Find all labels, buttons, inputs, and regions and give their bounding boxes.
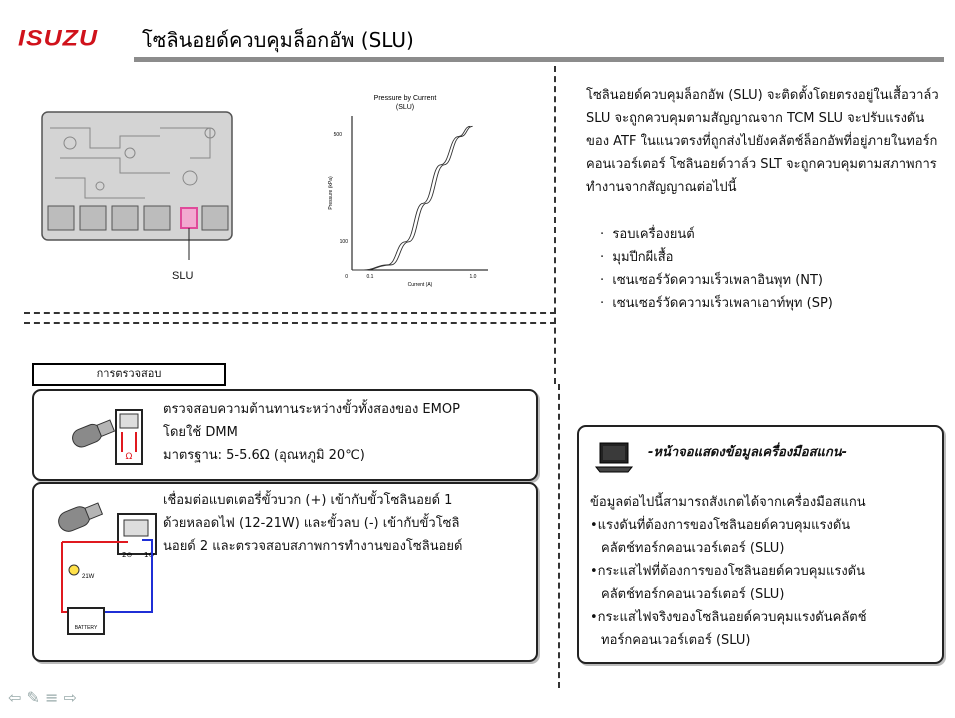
list-item: · รอบเครื่องยนต์: [600, 227, 695, 242]
battery-test-diagram: [52, 492, 164, 640]
scanner-intro: ข้อมูลต่อไปนี้สามารถสังเกตได้จากเครื่องมือสแกน: [590, 495, 866, 510]
step1-line3: มาตรฐาน: 5-5.6Ω (อุณหภูมิ 20℃): [163, 448, 365, 463]
isuzu-logo: ISUZU: [18, 25, 98, 51]
menu-icon[interactable]: ≡: [45, 688, 59, 707]
ytick-500: 500: [333, 132, 342, 138]
xtick-0-1: 0.1: [366, 274, 374, 280]
step2-line3: นอยด์ 2 และตรวจสอบสภาพการทำงานของโซลินอยด์: [163, 539, 463, 554]
ytick-100: 100: [339, 239, 348, 245]
slu-highlight: [181, 208, 197, 228]
inspection-label: การตรวจสอบ: [32, 363, 226, 386]
valve-body-illustration: [40, 108, 240, 288]
slu-label: SLU: [172, 270, 194, 282]
terminal-1-label: 1⊕: [144, 551, 155, 559]
scanner-item-2-line2: คลัตช์ทอร์กคอนเวอร์เตอร์ (SLU): [601, 587, 785, 602]
next-arrow-icon[interactable]: ⇨: [63, 688, 77, 707]
title-rule: [134, 57, 944, 62]
svg-text:Ω: Ω: [125, 452, 133, 462]
bulb-label: 21W: [82, 574, 95, 580]
scanner-title: -หน้าจอแสดงข้อมูลเครื่องมือสแกน-: [648, 445, 848, 460]
xtick-1-0: 1.0: [469, 274, 477, 280]
vertical-divider-bottom: [558, 384, 560, 688]
pen-icon[interactable]: ✎: [26, 688, 40, 707]
terminal-2-label: 2⊖: [122, 551, 133, 559]
series-line-1: [352, 126, 470, 270]
step2-line2: ด้วยหลอดไฟ (12-21W) และขั้วลบ (-) เข้ากับขั้วโซลิ: [163, 516, 460, 531]
chart-title-line2: (SLU): [395, 104, 415, 111]
list-item: · มุมปีกผีเสื้อ: [600, 250, 674, 265]
step2-line1: เชื่อมต่อแบตเตอรี่ขั้วบวก (+) เข้ากับขั้วโซลินอยด์ 1: [163, 493, 453, 508]
solenoid-dmm-icon: [64, 404, 160, 468]
scanner-item-3-line1: •กระแสไฟจริงของโซลินอยด์ควบคุมแรงดันคลัตช์: [590, 610, 867, 625]
x-axis-label: Current (A): [407, 282, 433, 288]
battery-label: BATTERY: [74, 625, 98, 631]
slide-nav: [8, 688, 77, 707]
scanner-item-2-line1: •กระแสไฟที่ต้องการของโซลินอยด์ควบคุมแรงดัน: [590, 564, 865, 579]
laptop-icon: [594, 441, 634, 475]
pressure-by-current-chart: [320, 88, 490, 298]
vertical-divider-top: [554, 66, 556, 384]
scanner-item-1-line1: •แรงดันที่ต้องการของโซลินอยด์ควบคุมแรงดัน: [590, 518, 851, 533]
chart-title-line1: Pressure by Current: [373, 95, 437, 102]
step1-line1: ตรวจสอบความต้านทานระหว่างขั้วทั้งสองของ EMOP: [163, 402, 460, 417]
horizontal-divider-2: [24, 322, 556, 324]
list-item: · เซนเซอร์วัดความเร็วเพลาเอาท์พุท (SP): [600, 296, 833, 311]
y-axis-label: Pressure (kPa): [328, 176, 334, 210]
series-line-2: [352, 126, 473, 270]
description-paragraph: โซลินอยด์ควบคุมล็อกอัพ (SLU) จะติดตั้งโดยตรงอยู่ในเสื้อวาล์ว SLU จะถูกควบคุมตามสัญญาณจาก TCM SLU จะปรับแรงดันของ ATF ในแนวตรงที่ถูกส่งไปยังคลัตช์ล็อกอัพที่อยู่ภายในทอร์กคอนเวอร์เตอร์ โซลินอยด์วาล์ว SLT จะถูกควบคุมตามสภาพการทำงานจากสัญญาณต่อไปนี้: [586, 88, 939, 195]
prev-arrow-icon[interactable]: ⇦: [8, 688, 22, 707]
scanner-item-3-line2: ทอร์กคอนเวอร์เตอร์ (SLU): [601, 633, 751, 648]
page-title: โซลินอยด์ควบคุมล็อกอัพ (SLU): [142, 28, 414, 52]
horizontal-divider-1: [24, 312, 556, 314]
signal-list: [600, 223, 833, 315]
scanner-item-1-line2: คลัตช์ทอร์กคอนเวอร์เตอร์ (SLU): [601, 541, 785, 556]
list-item: · เซนเซอร์วัดความเร็วเพลาอินพุท (NT): [600, 273, 824, 288]
bulb-icon: [69, 565, 79, 575]
ytick-0: 0: [345, 274, 348, 280]
step1-line2: โดยใช้ DMM: [163, 425, 238, 440]
